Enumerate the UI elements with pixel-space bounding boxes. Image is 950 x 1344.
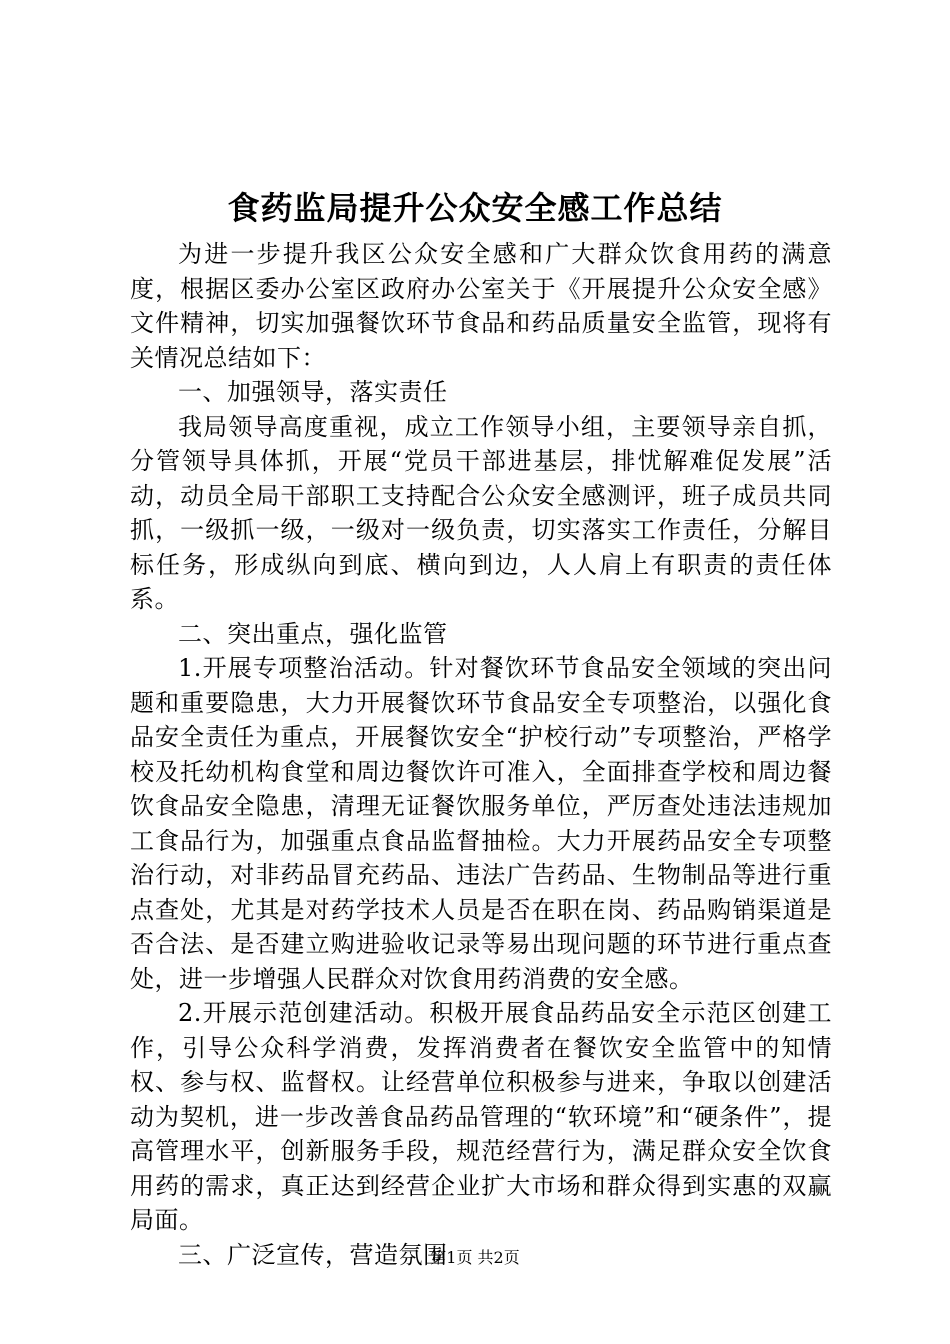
section-2-item-2-paragraph: 2.开展示范创建活动。积极开展食品药品安全示范区创建工作，引导公众科学消费，发挥消费者在餐饮安全监管中的知情权、参与权、监督权。让经营单位积极参与进来，争取以创建活动为契机，进一步改善食品药品管理的“软环境”和“硬条件”，提高管理水平，创新服务手段，规范经营行为，满足群众安全饮食用药的需求，真正达到经营企业扩大市场和群众得到实惠的双赢局面。 (130, 999, 832, 1234)
section-1-paragraph: 我局领导高度重视，成立工作领导小组，主要领导亲自抓，分管领导具体抓，开展“党员干部进基层，排忧解难促发展”活动，动员全局干部职工支持配合公众安全感测评，班子成员共同抓，一级抓一级，一级对一级负责，切实落实工作责任，分解目标任务，形成纵向到底、横向到边，人人肩上有职责的责任体系。 (130, 412, 832, 613)
intro-paragraph: 为进一步提升我区公众安全感和广大群众饮食用药的满意度，根据区委办公室区政府办公室关于《开展提升公众安全感》文件精神，切实加强餐饮环节食品和药品质量安全监管，现将有关情况总结如下： (130, 240, 832, 372)
section-heading-2: 二、突出重点，强化监管 (178, 619, 448, 648)
document-body (130, 237, 832, 1272)
document-title: 食药监局提升公众安全感工作总结 (227, 189, 723, 227)
section-heading-3: 三、广泛宣传，营造氛围 (178, 1240, 448, 1269)
section-2-item-1-paragraph: 1.开展专项整治活动。针对餐饮环节食品安全领域的突出问题和重要隐患，大力开展餐饮环节食品安全专项整治，以强化食品安全责任为重点，开展餐饮安全“护校行动”专项整治，严格学校及托幼机构食堂和周边餐饮许可准入，全面排查学校和周边餐饮食品安全隐患，清理无证餐饮服务单位，严厉查处违法违规加工食品行为，加强重点食品监督抽检。大力开展药品安全专项整治行动，对非药品冒充药品、违法广告药品、生物制品等进行重点查处，尤其是对药学技术人员是否在职在岗、药品购销渠道是否合法、是否建立购进验收记录等易出现问题的环节进行重点查处，进一步增强人民群众对饮食用药消费的安全感。 (130, 654, 832, 993)
section-heading-1: 一、加强领导，落实责任 (178, 378, 448, 406)
page-footer: 第1页 共2页 (430, 1248, 520, 1267)
